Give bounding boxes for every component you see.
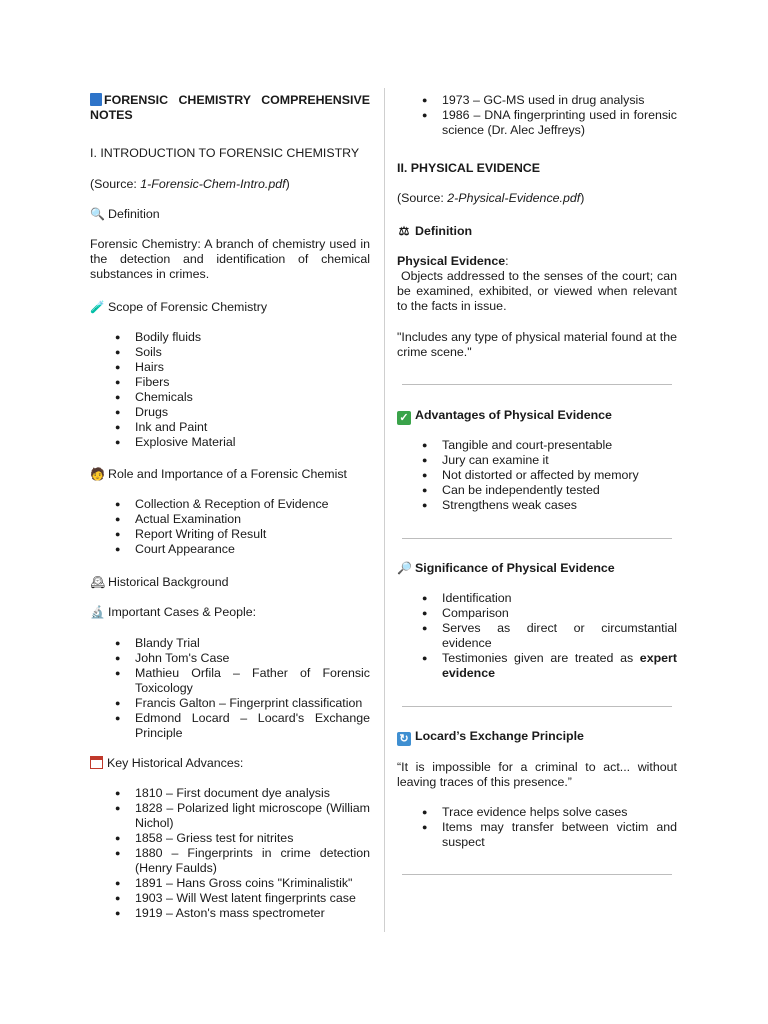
list-item: ● Hairs	[90, 360, 370, 375]
microscope-icon: 🔬	[90, 605, 105, 619]
advances-list-continued	[397, 93, 677, 138]
clock-icon: 🕰	[90, 575, 106, 589]
list-item: ● John Tom's Case	[90, 651, 370, 666]
calendar-icon	[90, 756, 103, 769]
list-item: ● Report Writing of Result	[90, 527, 370, 542]
definition-heading: ⚖ Definition	[398, 224, 473, 238]
list-item: ● Not distorted or affected by memory	[397, 468, 677, 483]
list-item: ● 1919 – Aston's mass spectrometer	[90, 906, 370, 921]
list-item: ● Mathieu Orfila – Father of Forensic Toxicology	[90, 666, 370, 696]
list-item: ● Fibers	[90, 375, 370, 390]
test-tube-icon: 🧪	[90, 300, 105, 314]
cycle-arrows-icon: ↻	[397, 732, 411, 746]
list-item: ● Edmond Locard – Locard's Exchange Principle	[90, 711, 370, 741]
document-title: FORENSIC CHEMISTRY COMPREHENSIVE NOTES	[90, 93, 370, 122]
check-mark-icon: ✓	[397, 411, 411, 425]
list-item: ● Testimonies given are treated as expert evidence	[397, 651, 677, 681]
list-item: ● Serves as direct or circumstantial evidence	[397, 621, 677, 651]
divider	[402, 706, 672, 707]
divider	[402, 384, 672, 385]
advances-heading: Key Historical Advances:	[90, 756, 370, 771]
list-item: ● 1903 – Will West latent fingerprints case	[90, 891, 370, 906]
role-heading: 🧑 Role and Importance of a Forensic Chemist	[90, 467, 347, 481]
history-heading: 🕰 Historical Background	[90, 575, 229, 589]
list-item: ● Blandy Trial	[90, 636, 370, 651]
column-divider	[384, 88, 385, 932]
physical-evidence-quote: "Includes any type of physical material found at the crime scene."	[397, 330, 677, 359]
locard-quote: “It is impossible for a criminal to act... without leaving traces of this presence.”	[397, 760, 677, 789]
magnifier-icon: 🔍	[90, 207, 105, 221]
list-item: ● Court Appearance	[90, 542, 370, 557]
significance-heading: 🔎 Significance of Physical Evidence	[397, 561, 615, 575]
scope-heading: 🧪 Scope of Forensic Chemistry	[90, 300, 268, 314]
list-item: ● 1973 – GC-MS used in drug analysis	[397, 93, 677, 108]
list-item: ● Jury can examine it	[397, 453, 677, 468]
list-item: ● Collection & Reception of Evidence	[90, 497, 370, 512]
physical-evidence-term: Physical Evidence:	[397, 254, 509, 268]
list-item: ● Trace evidence helps solve cases	[397, 805, 677, 820]
scientist-icon: 🧑	[90, 467, 105, 481]
role-list	[90, 497, 370, 557]
advances-list	[90, 786, 370, 921]
list-item: ● 1810 – First document dye analysis	[90, 786, 370, 801]
advantages-heading: ✓ Advantages of Physical Evidence	[397, 408, 677, 425]
list-item: ● 1986 – DNA fingerprinting used in forensic science (Dr. Alec Jeffreys)	[397, 108, 677, 138]
cases-list	[90, 636, 370, 741]
section-heading-physical-evidence: II. PHYSICAL EVIDENCE	[397, 161, 540, 175]
list-item: ● Bodily fluids	[90, 330, 370, 345]
list-item: ● Identification	[397, 591, 677, 606]
source-line: (Source: 2-Physical-Evidence.pdf)	[397, 191, 585, 205]
definition-heading: 🔍 Definition	[90, 207, 160, 221]
advantages-list	[397, 438, 677, 513]
scope-list	[90, 330, 370, 450]
list-item: ● Chemicals	[90, 390, 370, 405]
list-item: ● Actual Examination	[90, 512, 370, 527]
list-item: ● Drugs	[90, 405, 370, 420]
list-item: ● Soils	[90, 345, 370, 360]
list-item: ● 1880 – Fingerprints in crime detection (Henry Faulds)	[90, 846, 370, 876]
locard-heading: ↻ Locard’s Exchange Principle	[397, 729, 677, 746]
list-item: ● Strengthens weak cases	[397, 498, 677, 513]
significance-list	[397, 591, 677, 681]
source-line: (Source: 1-Forensic-Chem-Intro.pdf)	[90, 177, 290, 191]
divider	[402, 874, 672, 875]
list-item: ● Can be independently tested	[397, 483, 677, 498]
locard-list	[397, 805, 677, 850]
divider	[402, 538, 672, 539]
list-item: ● 1828 – Polarized light microscope (William Nichol)	[90, 801, 370, 831]
list-item: ● Explosive Material	[90, 435, 370, 450]
definition-text: Forensic Chemistry: A branch of chemistry used in the detection and identification of chemical substances in crimes.	[90, 237, 370, 281]
cases-heading: 🔬 Important Cases & People:	[90, 605, 257, 619]
magnifier-icon: 🔎	[397, 561, 412, 575]
list-item: ● 1891 – Hans Gross coins "Kriminalistik"	[90, 876, 370, 891]
list-item: ● Tangible and court-presentable	[397, 438, 677, 453]
balance-scale-icon: ⚖	[398, 224, 410, 238]
list-item: ● Ink and Paint	[90, 420, 370, 435]
list-item: ● Francis Galton – Fingerprint classification	[90, 696, 370, 711]
physical-evidence-definition: Objects addressed to the senses of the court; can be examined, exhibited, or viewed when relevant to the facts in issue.	[397, 269, 677, 313]
list-item: ● Comparison	[397, 606, 677, 621]
blue-book-icon	[90, 93, 102, 106]
list-item: ● 1858 – Griess test for nitrites	[90, 831, 370, 846]
section-heading-intro: I. INTRODUCTION TO FORENSIC CHEMISTRY	[90, 146, 360, 160]
list-item: ● Items may transfer between victim and suspect	[397, 820, 677, 850]
